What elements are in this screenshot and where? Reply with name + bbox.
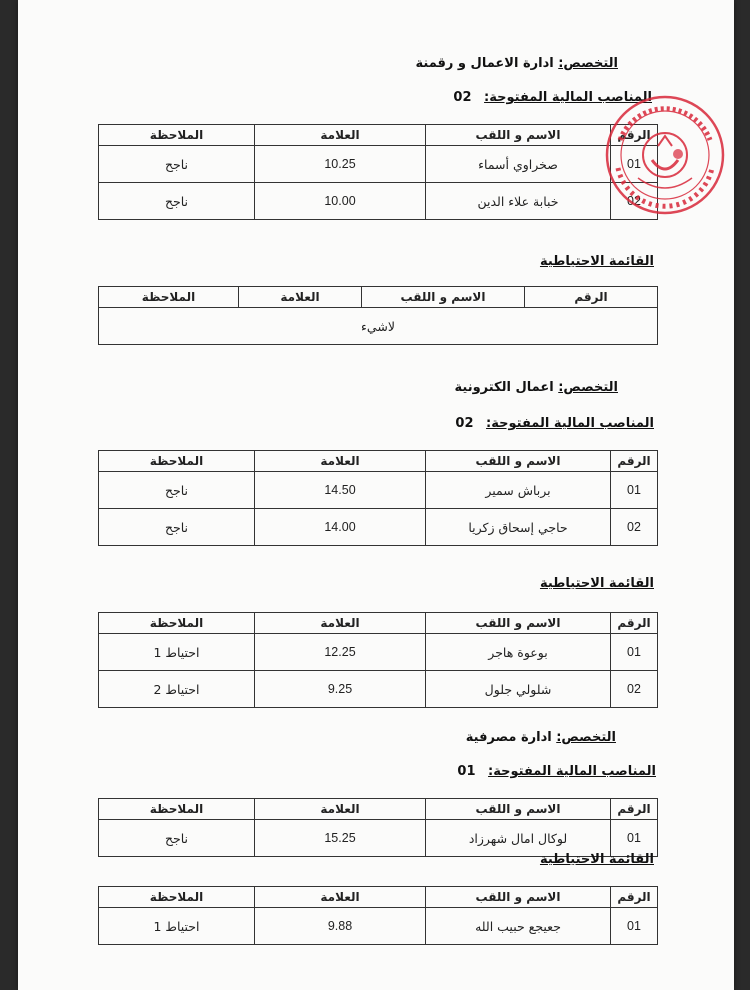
col-header-grade: العلامة [239,287,362,308]
col-header-note: الملاحظة [99,799,255,820]
cell-name: حاجي إسحاق زكريا [426,509,611,546]
positions-count: 02 [453,90,472,105]
specialty-name: ادارة مصرفية [465,730,552,745]
cell-name: بوعوة هاجر [426,634,611,671]
cell-name: شلولي جلول [426,671,611,708]
col-header-num: الرقم [611,451,658,472]
positions-heading-3 [457,764,656,779]
col-header-num: الرقم [611,799,658,820]
specialty-heading-2 [455,380,618,395]
cell-name: خبابة علاء الدين [426,183,611,220]
col-header-grade: العلامة [255,125,426,146]
positions-label: المناصب المالية المفتوحة: [488,764,656,779]
table-row [99,509,658,546]
cell-note: احتياط 1 [99,908,255,945]
cell-note: ناجح [99,146,255,183]
positions-count: 01 [457,764,476,779]
col-header-grade: العلامة [255,887,426,908]
cell-name: برباش سمير [426,472,611,509]
col-header-name: الاسم و اللقب [426,451,611,472]
cell-num: 02 [611,509,658,546]
cell-name: جعيجع حبيب الله [426,908,611,945]
cell-num: 01 [611,146,658,183]
col-header-num: الرقم [611,887,658,908]
table-row [99,908,658,945]
cell-note: ناجح [99,820,255,857]
col-header-num: الرقم [525,287,658,308]
col-header-name: الاسم و اللقب [362,287,525,308]
cell-note: ناجح [99,472,255,509]
cell-grade: 14.00 [255,509,426,546]
specialty-name: اعمال الكترونية [454,380,554,395]
col-header-note: الملاحظة [99,125,255,146]
specialty-label: التخصص: [558,380,618,395]
cell-grade: 10.25 [255,146,426,183]
cell-name: لوكال امال شهرزاد [426,820,611,857]
reserve-heading-2 [540,576,654,591]
col-header-grade: العلامة [255,451,426,472]
table-row [99,671,658,708]
cell-note: ناجح [99,509,255,546]
table-row [99,472,658,509]
cell-note: ناجح [99,183,255,220]
specialty-heading-3 [466,730,616,745]
positions-count: 02 [455,416,474,431]
reserve-heading-1 [540,254,654,269]
cell-grade: 9.88 [255,908,426,945]
reserve-heading-3 [540,852,654,867]
col-header-note: الملاحظة [99,451,255,472]
cell-num: 01 [611,472,658,509]
results-table-3 [98,798,658,857]
cell-num: 01 [611,908,658,945]
col-header-grade: العلامة [255,799,426,820]
cell-grade: 9.25 [255,671,426,708]
cell-grade: 10.00 [255,183,426,220]
positions-label: المناصب المالية المفتوحة: [486,416,654,431]
cell-num: 01 [611,634,658,671]
reserve-table-1 [98,286,658,345]
reserve-table-2 [98,612,658,708]
specialty-label: التخصص: [558,56,618,71]
positions-heading-2 [455,416,654,431]
results-table-2 [98,450,658,546]
col-header-name: الاسم و اللقب [426,887,611,908]
col-header-num: الرقم [611,613,658,634]
reserve-table-3 [98,886,658,945]
specialty-heading-1 [416,56,619,71]
col-header-note: الملاحظة [99,887,255,908]
cell-grade: 15.25 [255,820,426,857]
reserve-label: القائمة الاحتياطية [539,254,654,269]
reserve-label: القائمة الاحتياطية [539,852,654,867]
cell-note: احتياط 2 [99,671,255,708]
table-row [99,820,658,857]
cell-name: صخراوي أسماء [426,146,611,183]
reserve-label: القائمة الاحتياطية [539,576,654,591]
table-row [99,146,658,183]
document-page [18,0,734,990]
cell-num: 02 [611,183,658,220]
cell-grade: 14.50 [255,472,426,509]
specialty-label: التخصص: [556,730,616,745]
official-stamp-icon [600,90,730,220]
empty-reserve: لاشيء [99,308,658,345]
results-table-1 [98,124,658,220]
cell-num: 01 [611,820,658,857]
table-row [99,183,658,220]
cell-grade: 12.25 [255,634,426,671]
col-header-name: الاسم و اللقب [426,613,611,634]
col-header-grade: العلامة [255,613,426,634]
cell-num: 02 [611,671,658,708]
table-row [99,634,658,671]
col-header-name: الاسم و اللقب [426,125,611,146]
positions-label: المناصب المالية المفتوحة: [484,90,652,105]
col-header-num: الرقم [611,125,658,146]
specialty-name: ادارة الاعمال و رقمنة [415,56,554,71]
cell-note: احتياط 1 [99,634,255,671]
col-header-note: الملاحظة [99,613,255,634]
col-header-name: الاسم و اللقب [426,799,611,820]
col-header-note: الملاحظة [99,287,239,308]
